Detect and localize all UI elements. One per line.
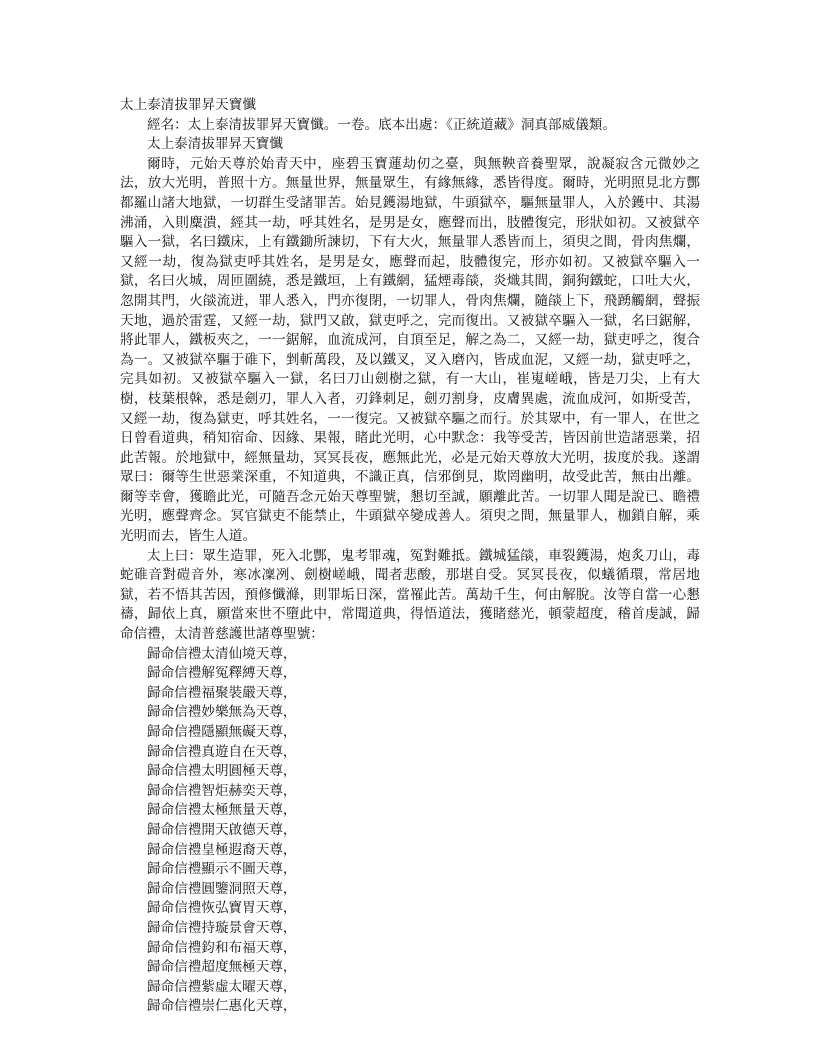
litany-line: 歸命信禮真遊自在天尊， [147, 743, 297, 760]
litany-line: 歸命信禮妙樂無為天尊， [147, 704, 297, 721]
paragraph: 太上曰：眾生造罪，死入北酆，鬼考罪魂，冤對難抵。鐵城猛燄，車裂鑊湯，炮炙刀山，毒蛇碓音對磑音外，寒冰凜冽、劍樹嵯峨，聞者悲酸，那堪自受。冥冥長夜，似蟻循環，常居地獄，若不悟其苦因，預修懺滌，則罪垢日深，當罹此苦。萬劫千生，何由解脫。汝等自當一心懇禱，歸依上真，願當來世不墮此中，常聞道典，得悟道法，獲睹慈光，頓蒙超度，稽首虔誠，歸命信禮，太清普慈護世諸尊聖號： [120, 547, 700, 643]
litany-line: 歸命信禮恢弘寶胃天尊， [147, 900, 297, 917]
litany-line: 歸命信禮解冤釋縛天尊， [147, 665, 297, 682]
litany-line: 歸命信禮皇極遐裔天尊， [147, 841, 297, 858]
document-title: 太上泰清拔罪昇天寶懺 [120, 97, 256, 113]
litany-line: 歸命信禮鈞和布福天尊， [147, 939, 297, 956]
litany-line: 歸命信禮太清仙境天尊， [147, 645, 297, 662]
litany-line: 歸命信禮崇仁惠化天尊， [147, 998, 297, 1015]
litany-line: 歸命信禮超度無極天尊， [147, 959, 297, 976]
litany-line: 歸命信禮紫虛太曜天尊， [147, 978, 297, 995]
document-subtitle: 太上泰清拔罪昇天寶懺 [147, 136, 283, 153]
litany-line: 歸命信禮福聚裝嚴天尊， [147, 684, 297, 701]
litany-line: 歸命信禮太明圓極天尊， [147, 763, 297, 780]
litany-line: 歸命信禮開天啟德天尊， [147, 821, 297, 838]
litany-line: 歸命信禮持璇景會天尊， [147, 919, 297, 936]
litany-line: 歸命信禮圓鑒洞照天尊， [147, 880, 297, 897]
litany-line: 歸命信禮太極無量天尊， [147, 802, 297, 819]
litany-line: 歸命信禮智炬赫奕天尊， [147, 782, 297, 799]
litany-line: 歸命信禮顯示不圖天尊， [147, 861, 297, 878]
document-page [120, 96, 700, 1017]
litany-list [120, 645, 700, 1017]
document-meta: 經名：太上泰清拔罪昇天寶懺。一卷。底本出處：《正統道藏》洞真部威儀類。 [147, 116, 616, 133]
litany-line: 歸命信禮隱顯無礙天尊， [147, 724, 297, 740]
paragraph: 爾時，元始天尊於始青天中，座碧玉寶蓮劫仞之臺，與無鞅音養聖眾，說凝寂含元微妙之法，放大光明，普照十方。無量世界，無量眾生，有緣無緣，悉皆得度。爾時，光明照見北方酆都羅山諸大地獄，一切群生受諸罪苦。始見鑊湯地獄，牛頭獄卒，驅無量罪人，入於鑊中、其湯沸涌，入則麋潰，經其一劫，呼其姓名，是男是女，應聲而出，肢體復完，形狀如初。又被獄卒驅入一獄，名曰鐵床，上有鐵鋤所諫切，下有大火，無量罪人悉皆而上，須臾之間，骨肉焦爛，又經一劫，復為獄吏呼其姓名，是男是女，應聲而起，肢體復完，形亦如初。又被獄卒驅入一獄，名曰火城，周匝圍繞，悉是鐵垣，上有鐵網，猛煙毒燄，炎熾其間，銅狗鐵蛇，口吐大火，忽開其門，火燄流迸，罪人悉入，門亦復閉，一切罪人，骨肉焦爛，隨燄上下，飛踴觸網，聲振天地，過於雷霆，又經一劫，獄門又啟，獄吏呼之，完而復出。又被獄卒驅入一獄，名曰鋸解，將此罪人，鐵板夾之，一一鋸解，血流成河，自頂至足，解之為二，又經一劫，獄吏呼之，復合為一。又被獄卒驅于碓下，剉斬萬段，及以鐵叉，叉入磨內，皆成血泥，又經一劫，獄吏呼之，完具如初。又被獄卒驅入一獄，名曰刀山劍樹之獄，有一大山，崔嵬嵯峨，皆是刀尖，上有大樹，枝葉根榦，悉是劍刃，罪人入者，刃鋒刺足，劍刃割身，皮膚異處，流血成河，如斯受苦，又經一劫，復為獄吏，呼其姓名，一一復完。又被獄卒驅之而行。於其眾中，有一罪人，在世之日曾看道典，稍知宿命、因緣、果報，睹此光明，心中默念：我等受苦，皆因前世造諸惡業，招此苦報。於地獄中，經無量劫，冥冥長夜，應無此光，必是元始天尊放大光明，拔度於我。遂謂眾曰：爾等生世惡業深重，不知道典，不識正真，信邪倒見，欺罔幽明，故受此苦，無由出離。爾等幸會，獲瞻此光，可隨吾念元始天尊聖號，懇切至誠，願離此苦。一切罪人聞是說已、瞻禮光明，應聲齊念。冥官獄吏不能禁止，牛頭獄卒變成善人。須臾之間，無量罪人，枷鎖自解，乘光明而去，皆生人道。 [120, 155, 700, 545]
